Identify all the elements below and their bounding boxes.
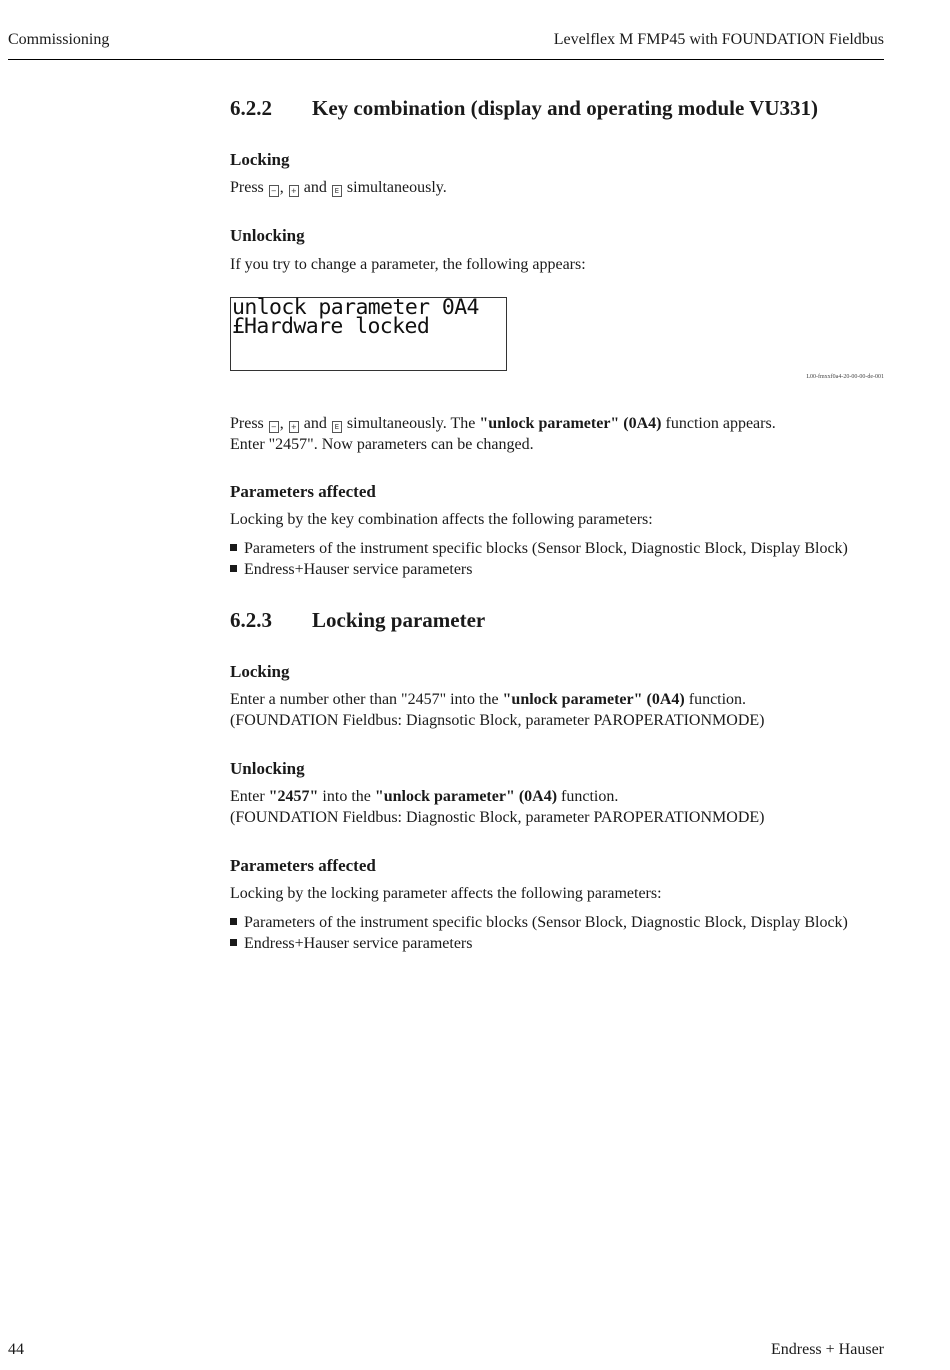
text-simultaneously: simultaneously. xyxy=(346,179,447,196)
enter-code-line: Enter "2457". Now parameters can be changed. xyxy=(230,435,534,453)
minus-key-icon: − xyxy=(269,421,279,433)
minus-key-icon: − xyxy=(269,185,279,197)
text-enter: Enter xyxy=(230,788,265,805)
unlocking-instruction xyxy=(230,414,776,455)
unlock-code: "2457" xyxy=(268,788,319,805)
section-heading-6-2-3 xyxy=(230,608,485,633)
affected-heading: Parameters affected xyxy=(230,856,376,875)
text-enter-number: Enter a number other than "2457" into the xyxy=(230,691,499,708)
affected-heading: Parameters affected xyxy=(230,482,376,501)
section-title: Locking parameter xyxy=(312,608,486,632)
list-item: Parameters of the instrument specific blocks (Sensor Block, Diagnostic Block, Display Block) xyxy=(230,913,848,934)
unlocking-instruction xyxy=(230,787,764,828)
locking-instruction xyxy=(230,690,764,731)
locking-heading: Locking xyxy=(230,150,290,169)
fieldbus-note: (FOUNDATION Fieldbus: Diagnsotic Block, parameter PAROPERATIONMODE) xyxy=(230,711,765,729)
text-function: function. xyxy=(688,691,747,708)
section-title: Key combination (display and operating module VU331) xyxy=(312,96,818,120)
text-comma: , xyxy=(279,415,284,432)
affected-intro: Locking by the locking parameter affects the following parameters: xyxy=(230,885,662,902)
lcd-line-1: unlock parameter 0A4 xyxy=(232,295,479,320)
list-item: Parameters of the instrument specific blocks (Sensor Block, Diagnostic Block, Display Block) xyxy=(230,539,848,560)
enter-key-icon: E xyxy=(332,185,342,197)
plus-key-icon: + xyxy=(289,185,299,197)
unlocking-intro: If you try to change a parameter, the following appears: xyxy=(230,256,586,273)
text-press: Press xyxy=(230,179,264,196)
locking-instruction xyxy=(230,178,447,199)
unlocking-heading: Unlocking xyxy=(230,759,305,778)
affected-intro: Locking by the key combination affects the following parameters: xyxy=(230,511,653,528)
function-name: "unlock parameter" (0A4) xyxy=(502,691,685,708)
section-heading-6-2-2 xyxy=(230,96,818,121)
footer-brand: Endress + Hauser xyxy=(771,1341,884,1358)
text-function: function. xyxy=(561,788,619,805)
plus-key-icon: + xyxy=(289,421,299,433)
text-comma: , xyxy=(279,179,284,196)
lcd-display xyxy=(230,297,507,371)
header-section: Commissioning xyxy=(8,31,110,48)
text-simultaneously: simultaneously. The xyxy=(346,415,476,432)
page-number: 44 xyxy=(8,1341,24,1358)
affected-list xyxy=(230,539,848,580)
function-name: "unlock parameter" (0A4) xyxy=(479,415,662,432)
text-and: and xyxy=(303,415,327,432)
locking-heading: Locking xyxy=(230,662,290,681)
function-name: "unlock parameter" (0A4) xyxy=(374,788,558,805)
text-function-appears: function appears. xyxy=(665,415,776,432)
text-press: Press xyxy=(230,415,264,432)
section-number: 6.2.3 xyxy=(230,608,272,632)
text-and: and xyxy=(303,179,327,196)
header-rule xyxy=(8,59,884,60)
fieldbus-note: (FOUNDATION Fieldbus: Diagnostic Block, parameter PAROPERATIONMODE) xyxy=(230,808,765,826)
section-number: 6.2.2 xyxy=(230,96,272,120)
unlocking-heading: Unlocking xyxy=(230,226,305,245)
lcd-line-2 xyxy=(232,314,430,339)
list-item: Endress+Hauser service parameters xyxy=(230,934,848,955)
text-into-the: into the xyxy=(322,788,371,805)
enter-key-icon: E xyxy=(332,421,342,433)
lcd-hardware-locked: Hardware locked xyxy=(244,314,430,339)
lock-icon: £ xyxy=(232,314,245,339)
list-item: Endress+Hauser service parameters xyxy=(230,560,848,581)
figure-id: L00-fmxxf0a4-20-00-00-de-001 xyxy=(806,374,884,380)
header-product: Levelflex M FMP45 with FOUNDATION Fieldbus xyxy=(553,31,884,48)
affected-list xyxy=(230,913,848,954)
